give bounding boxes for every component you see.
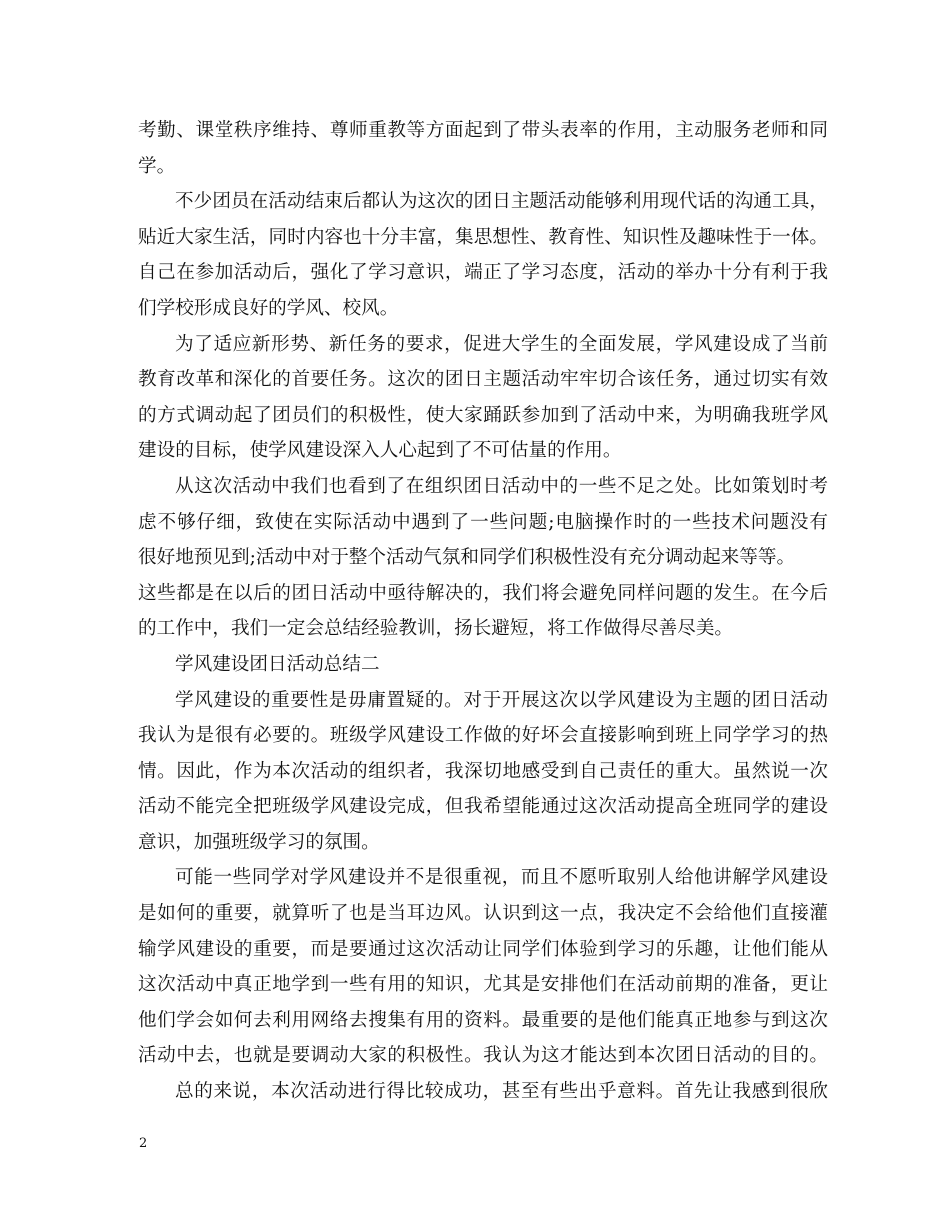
text-line: 的工作中，我们一定会总结经验教训，扬长避短，将工作做得尽善尽美。 <box>138 618 734 640</box>
text-line: 总的来说，本次活动进行得比较成功，甚至有些出乎意料。首先让我感到很欣 <box>175 1081 828 1103</box>
text-line: 建设的目标，使学风建设深入人心起到了不可估量的作用。 <box>138 440 622 462</box>
text-line: 这些都是在以后的团日活动中亟待解决的，我们将会避免同样问题的发生。在今后 <box>138 582 828 604</box>
text-line: 不少团员在活动结束后都认为这次的团日主题活动能够利用现代话的沟通工具， <box>175 191 828 213</box>
text-line: 是如何的重要，就算听了也是当耳边风。认识到这一点，我决定不会给他们直接灌 <box>138 903 828 925</box>
text-line: 可能一些同学对学风建设并不是很重视，而且不愿听取别人给他讲解学风建设 <box>175 867 828 889</box>
text-line: 这次活动中真正地学到一些有用的知识，尤其是安排他们在活动前期的准备，更让 <box>138 974 828 996</box>
text-line: 意识，加强班级学习的氛围。 <box>138 831 380 853</box>
text-line: 们学校形成良好的学风、校风。 <box>138 297 399 319</box>
text-line: 学风建设团日活动总结二 <box>175 653 380 675</box>
text-line: 很好地预见到;活动中对于整个活动气氛和同学们积极性没有充分调动起来等等。 <box>138 547 796 569</box>
text-line: 考勤、课堂秩序维持、尊师重教等方面起到了带头表率的作用，主动服务老师和同 <box>138 120 828 141</box>
text-line: 从这次活动中我们也看到了在组织团日活动中的一些不足之处。比如策划时考 <box>175 475 828 497</box>
text-line: 为了适应新形势、新任务的要求，促进大学生的全面发展，学风建设成了当前 <box>175 333 828 355</box>
text-line: 自己在参加活动后，强化了学习意识，端正了学习态度，活动的举办十分有利于我 <box>138 262 828 284</box>
text-line: 学风建设的重要性是毋庸置疑的。对于开展这次以学风建设为主题的团日活动 <box>175 689 828 711</box>
text-line: 他们学会如何去利用网络去搜集有用的资料。最重要的是他们能真正地参与到这次 <box>138 1009 828 1031</box>
text-line: 教育改革和深化的首要任务。这次的团日主题活动牢牢切合该任务，通过切实有效 <box>138 369 828 391</box>
text-line: 贴近大家生活，同时内容也十分丰富，集思想性、教育性、知识性及趣味性于一体。 <box>138 226 828 248</box>
text-line: 虑不够仔细，致使在实际活动中遇到了一些问题;电脑操作时的一些技术问题没有 <box>138 511 828 533</box>
body-text <box>138 113 828 1110</box>
text-line: 学。 <box>138 155 176 177</box>
text-line: 情。因此，作为本次活动的组织者，我深切地感受到自己责任的重大。虽然说一次 <box>138 760 828 782</box>
text-line: 活动中去，也就是要调动大家的积极性。我认为这才能达到本次团日活动的目的。 <box>138 1045 828 1067</box>
text-line: 输学风建设的重要，而是要通过这次活动让同学们体验到学习的乐趣，让他们能从 <box>138 938 828 960</box>
text-line: 我认为是很有必要的。班级学风建设工作做的好坏会直接影响到班上同学学习的热 <box>138 725 828 747</box>
text-line: 的方式调动起了团员们的积极性，使大家踊跃参加到了活动中来，为明确我班学风 <box>138 404 828 426</box>
page-number: 2 <box>139 1136 148 1151</box>
text-line: 活动不能完全把班级学风建设完成，但我希望能通过这次活动提高全班同学的建设 <box>138 796 828 818</box>
